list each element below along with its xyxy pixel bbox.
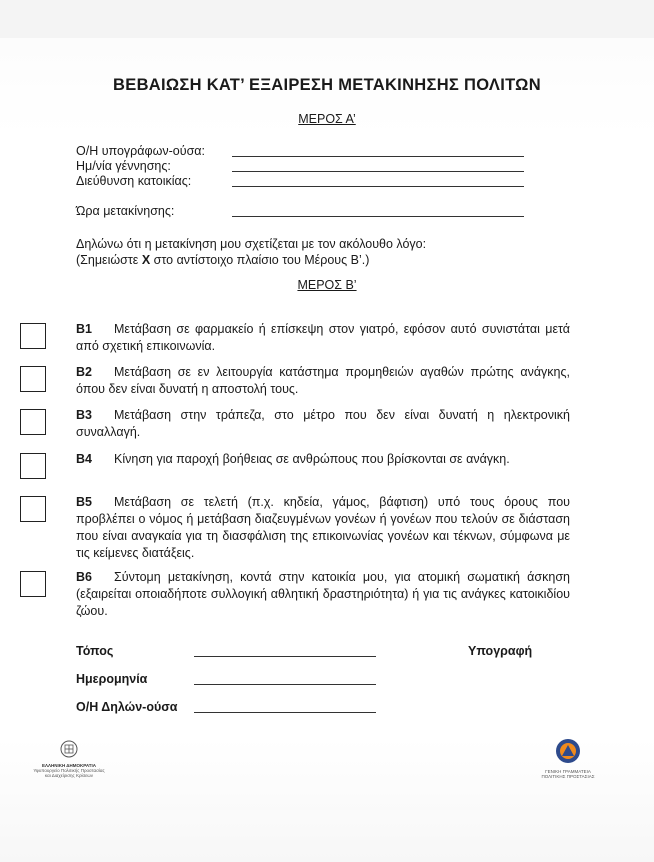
declaration-line-1: Δηλώνω ότι η μετακίνηση μου σχετίζεται με τον ακόλουθο λόγο: <box>76 237 427 251</box>
greek-coat-of-arms-icon <box>60 740 78 758</box>
checkbox-b3[interactable] <box>20 409 46 435</box>
movement-time-field[interactable] <box>232 216 524 217</box>
checkbox-b1[interactable] <box>20 323 46 349</box>
declarant-label: Ο/Η Δηλών-ούσα <box>76 700 178 714</box>
part-a-heading: ΜΕΡΟΣ Α’ <box>298 112 356 126</box>
reason-item-b2: Β2 Μετάβαση σε εν λειτουργία κατάστημα προμηθειών αγαθών πρώτης ανάγκης, όπου δεν είναι δυνατή η αποστολή τους. <box>76 365 570 396</box>
date-field[interactable] <box>194 684 376 685</box>
address-field[interactable] <box>232 186 524 187</box>
reason-item-b4: Β4 Κίνηση για παροχή βοήθειας σε ανθρώπους που βρίσκονται σε ανάγκη. <box>76 452 510 466</box>
place-field[interactable] <box>194 656 376 657</box>
date-label: Ημερομηνία <box>76 672 148 686</box>
checkbox-b4[interactable] <box>20 453 46 479</box>
hellenic-republic-logo: ΕΛΛΗΝΙΚΗ ΔΗΜΟΚΡΑΤΙΑ Υφυπουργείο Πολιτικής Προστασίας και Διαχείρισης Κρίσεων <box>24 740 114 778</box>
reason-item-b6: Β6 Σύντομη μετακίνηση, κοντά στην κατοικία μου, για ατομική σωματική άσκηση (εξαιρείται οποιαδήποτε συλλογική αθλητική δραστηριότητα) ή για τις ανάγκες κατοικιδίου ζώου. <box>76 570 570 618</box>
reason-item-b1: Β1 Μετάβαση σε φαρμακείο ή επίσκεψη στον γιατρό, εφόσον αυτό συνιστάται μετά από σχετική επικοινωνία. <box>76 322 570 353</box>
checkbox-b2[interactable] <box>20 366 46 392</box>
signature-label: Υπογραφή <box>468 644 533 658</box>
x-mark: Χ <box>141 253 151 267</box>
birth-date-label: Ημ/νία γέννησης: <box>76 159 171 173</box>
movement-time-label: Ώρα μετακίνησης: <box>76 204 175 218</box>
document-title: ΒΕΒΑΙΩΣΗ ΚΑΤ’ ΕΞΑΙΡΕΣΗ ΜΕΤΑΚΙΝΗΣΗΣ ΠΟΛΙΤΩΝ <box>113 76 541 94</box>
signer-name-field[interactable] <box>232 156 524 157</box>
birth-date-field[interactable] <box>232 171 524 172</box>
checkbox-b5[interactable] <box>20 496 46 522</box>
place-label: Τόπος <box>76 644 114 658</box>
reason-item-b5: Β5 Μετάβαση σε τελετή (π.χ. κηδεία, γάμος, βάφτιση) υπό τους όρους που προβλέπει ο νόμος ή μετάβαση διαζευγμένων γονέων ή γονέων που τελούν σε διάσταση που είναι αναγκαία για τη διασφάλιση της επικοινωνίας γονέων και τέκνων, σύμφωνα με τις κείμενες διατάξεις. <box>76 495 570 560</box>
declaration-text <box>76 236 426 268</box>
reason-item-b3: Β3 Μετάβαση στην τράπεζα, στο μέτρο που δεν είναι δυνατή η ηλεκτρονική συναλλαγή. <box>76 408 570 439</box>
address-label: Διεύθυνση κατοικίας: <box>76 174 192 188</box>
signer-name-label: Ο/Η υπογράφων-ούσα: <box>76 144 205 158</box>
civil-protection-emblem-icon <box>555 738 581 764</box>
civil-protection-logo: ΓΕΝΙΚΗ ΓΡΑΜΜΑΤΕΙΑ ΠΟΛΙΤΙΚΗΣ ΠΡΟΣΤΑΣΙΑΣ <box>536 738 600 779</box>
declarant-field[interactable] <box>194 712 376 713</box>
declaration-line-2: (Σημειώστε Χ στο αντίστοιχο πλαίσιο του Μέρους Β’.) <box>76 253 370 267</box>
checkbox-b6[interactable] <box>20 571 46 597</box>
part-b-heading: ΜΕΡΟΣ Β’ <box>297 278 357 292</box>
